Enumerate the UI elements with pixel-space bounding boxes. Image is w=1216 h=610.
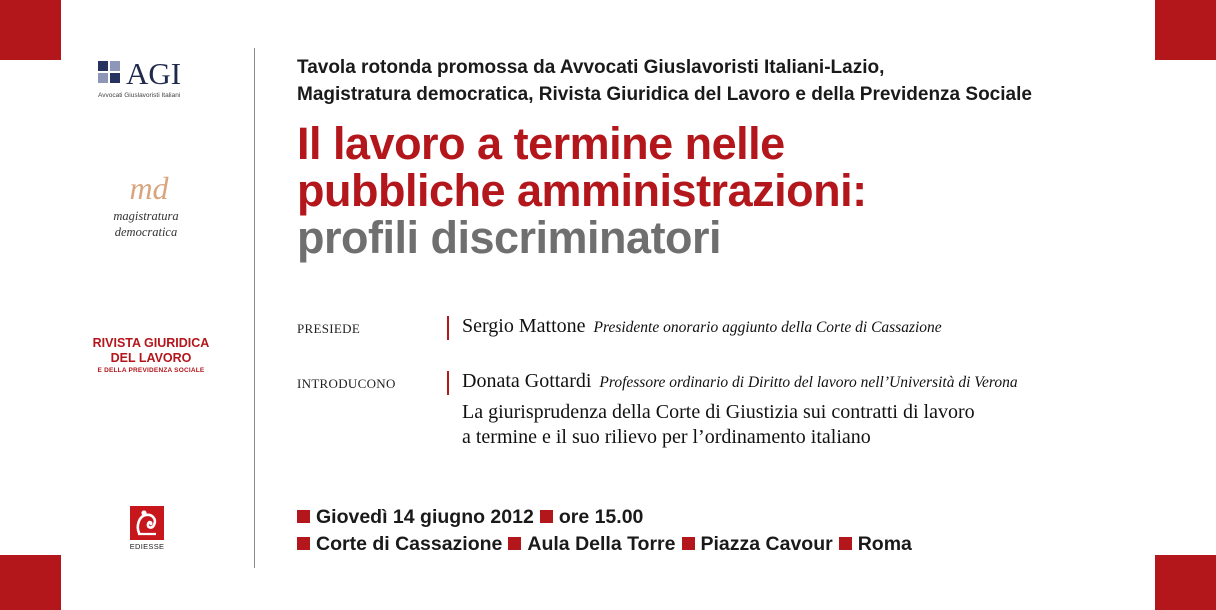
event-date: Giovedì 14 giugno 2012 <box>316 506 534 528</box>
speaker-description: Professore ordinario di Diritto del lavoro nell’Università di Verona <box>599 374 1018 391</box>
bullet-square-icon <box>839 537 852 550</box>
rivista-line-3: E DELLA PREVIDENZA SOCIALE <box>97 367 205 374</box>
ediesse-mark-icon <box>130 506 164 540</box>
header-line-1: Tavola rotonda promossa da Avvocati Giuslavoristi Italiani-Lazio, <box>297 57 885 78</box>
rivista-logo <box>76 336 226 376</box>
event-venue: Corte di Cassazione <box>316 533 503 555</box>
event-square: Piazza Cavour <box>700 533 833 555</box>
bullet-square-icon <box>682 537 695 550</box>
title-line-3: profili discriminatori <box>297 212 722 263</box>
divider-line <box>254 48 255 568</box>
talk-title-line-2: a termine e il suo rilievo per l’ordinamento italiano <box>462 426 871 448</box>
speaker-presiede <box>462 315 942 338</box>
event-city: Roma <box>857 533 912 555</box>
title-line-2: pubbliche amministrazioni: <box>297 165 867 216</box>
role-separator-bar <box>447 316 449 340</box>
role-introducono: INTRODUCONO <box>297 376 396 391</box>
speaker-introducono <box>462 370 1018 393</box>
md-line-1: magistratura <box>113 209 179 223</box>
speaker-description: Presidente onorario aggiunto della Corte di Cassazione <box>593 319 942 336</box>
corner-decoration-top-right <box>1155 0 1216 60</box>
ediesse-logo <box>128 506 166 554</box>
bullet-square-icon <box>508 537 521 550</box>
md-line-2: democratica <box>114 225 178 239</box>
corner-decoration-bottom-left <box>0 555 61 610</box>
rivista-line-2: DEL LAVORO <box>110 351 192 365</box>
event-room: Aula Della Torre <box>527 533 676 555</box>
header-line-2: Magistratura democratica, Rivista Giuridica del Lavoro e della Previdenza Sociale <box>297 84 1032 105</box>
rivista-line-1: RIVISTA GIURIDICA <box>92 336 210 350</box>
event-location <box>297 533 912 556</box>
talk-title <box>462 400 975 450</box>
role-separator-bar <box>447 371 449 395</box>
event-datetime <box>297 506 643 529</box>
agi-mark-icon <box>98 61 122 85</box>
bullet-square-icon <box>297 537 310 550</box>
ediesse-logo-text: EDIESSE <box>129 542 165 551</box>
md-logo <box>96 168 196 248</box>
talk-title-line-1: La giurisprudenza della Corte di Giustizia sui contratti di lavoro <box>462 401 975 423</box>
corner-decoration-top-left <box>0 0 61 60</box>
event-title <box>297 120 1167 261</box>
bullet-square-icon <box>540 510 553 523</box>
header <box>297 54 1177 108</box>
event-time: ore 15.00 <box>558 506 644 528</box>
speaker-name: Sergio Mattone <box>462 315 586 337</box>
agi-logo-text: AGI <box>126 56 182 91</box>
bullet-square-icon <box>297 510 310 523</box>
agi-logo-subtitle: Avvocati Giuslavoristi Italiani <box>98 92 181 99</box>
md-mark: md <box>129 170 169 206</box>
speaker-name: Donata Gottardi <box>462 370 592 392</box>
title-line-1: Il lavoro a termine nelle <box>297 118 785 169</box>
corner-decoration-bottom-right <box>1155 555 1216 610</box>
agi-logo <box>96 58 196 104</box>
role-presiede: PRESIEDE <box>297 321 361 336</box>
